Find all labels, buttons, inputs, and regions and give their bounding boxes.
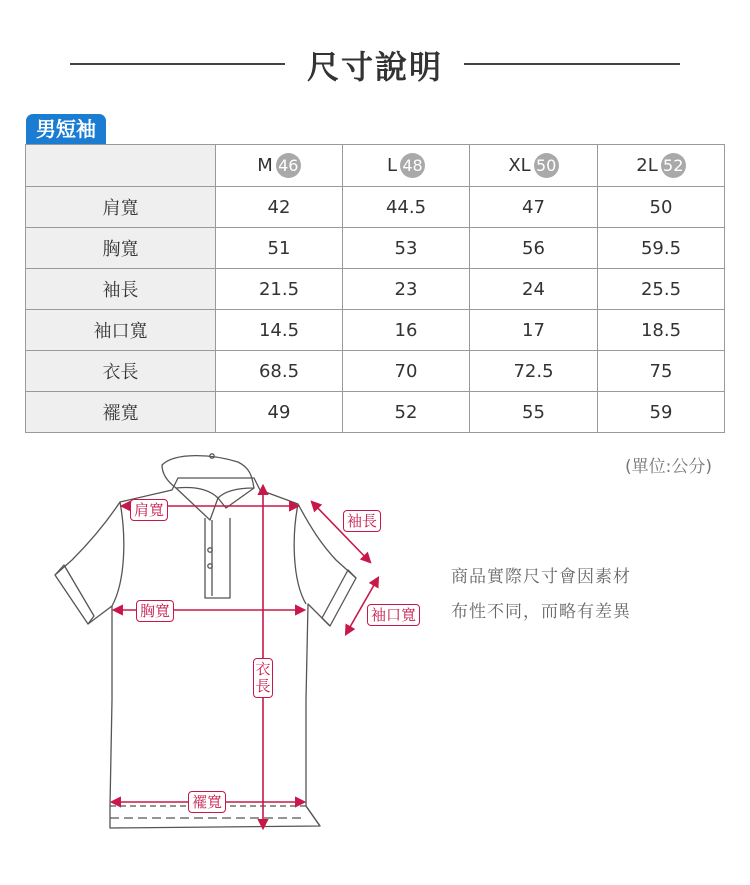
row-label: 袖口寬 — [26, 310, 216, 351]
table-row — [26, 269, 725, 310]
sleeve-length-label: 袖長 — [343, 510, 381, 532]
table-cell: 70 — [343, 351, 470, 392]
table-cell: 23 — [343, 269, 470, 310]
size-header-row — [26, 145, 725, 187]
table-cell: 51 — [216, 228, 343, 269]
table-cell: 50 — [598, 187, 725, 228]
size-number-badge: 50 — [534, 153, 559, 178]
table-row — [26, 228, 725, 269]
table-cell: 72.5 — [470, 351, 598, 392]
size-table — [25, 144, 725, 433]
row-label: 衣長 — [26, 351, 216, 392]
table-cell: 47 — [470, 187, 598, 228]
polo-shirt-diagram-icon — [0, 440, 750, 885]
section-badge: 男短袖 — [26, 114, 106, 144]
title-bar — [0, 38, 750, 88]
table-row — [26, 392, 725, 433]
table-cell: 52 — [343, 392, 470, 433]
table-cell: 18.5 — [598, 310, 725, 351]
table-cell: 16 — [343, 310, 470, 351]
table-cell: 59 — [598, 392, 725, 433]
table-cell: 55 — [470, 392, 598, 433]
table-cell: 24 — [470, 269, 598, 310]
row-label: 胸寬 — [26, 228, 216, 269]
hem-width-label: 襬寬 — [188, 791, 226, 813]
table-row — [26, 351, 725, 392]
table-cell: 44.5 — [343, 187, 470, 228]
title-divider-right — [464, 63, 680, 65]
unit-note: (單位:公分) — [625, 457, 712, 477]
size-header-m: M 46 — [216, 145, 343, 187]
table-cell: 75 — [598, 351, 725, 392]
table-row — [26, 187, 725, 228]
table-cell: 25.5 — [598, 269, 725, 310]
size-number-badge: 52 — [661, 153, 686, 178]
page-title: 尺寸說明 — [306, 48, 443, 86]
size-header-xl: XL 50 — [470, 145, 598, 187]
table-cell: 59.5 — [598, 228, 725, 269]
chest-width-label: 胸寬 — [136, 600, 174, 622]
shoulder-width-label: 肩寬 — [130, 499, 168, 521]
table-cell: 21.5 — [216, 269, 343, 310]
row-label: 肩寬 — [26, 187, 216, 228]
table-cell: 56 — [470, 228, 598, 269]
row-label: 袖長 — [26, 269, 216, 310]
size-header-l: L 48 — [343, 145, 470, 187]
table-cell: 49 — [216, 392, 343, 433]
body-length-label: 衣長 — [253, 658, 273, 698]
table-cell: 14.5 — [216, 310, 343, 351]
size-header-2l: 2L 52 — [598, 145, 725, 187]
size-number-badge: 46 — [276, 153, 301, 178]
table-cell: 53 — [343, 228, 470, 269]
size-number-badge: 48 — [400, 153, 425, 178]
size-note-line-1: 商品實際尺寸會因素材 — [451, 567, 631, 587]
table-row — [26, 310, 725, 351]
table-corner-cell — [26, 145, 216, 187]
row-label: 襬寬 — [26, 392, 216, 433]
table-cell: 17 — [470, 310, 598, 351]
cuff-width-label: 袖口寬 — [367, 604, 420, 626]
table-cell: 68.5 — [216, 351, 343, 392]
table-cell: 42 — [216, 187, 343, 228]
size-note-line-2: 布性不同，而略有差異 — [451, 602, 631, 622]
